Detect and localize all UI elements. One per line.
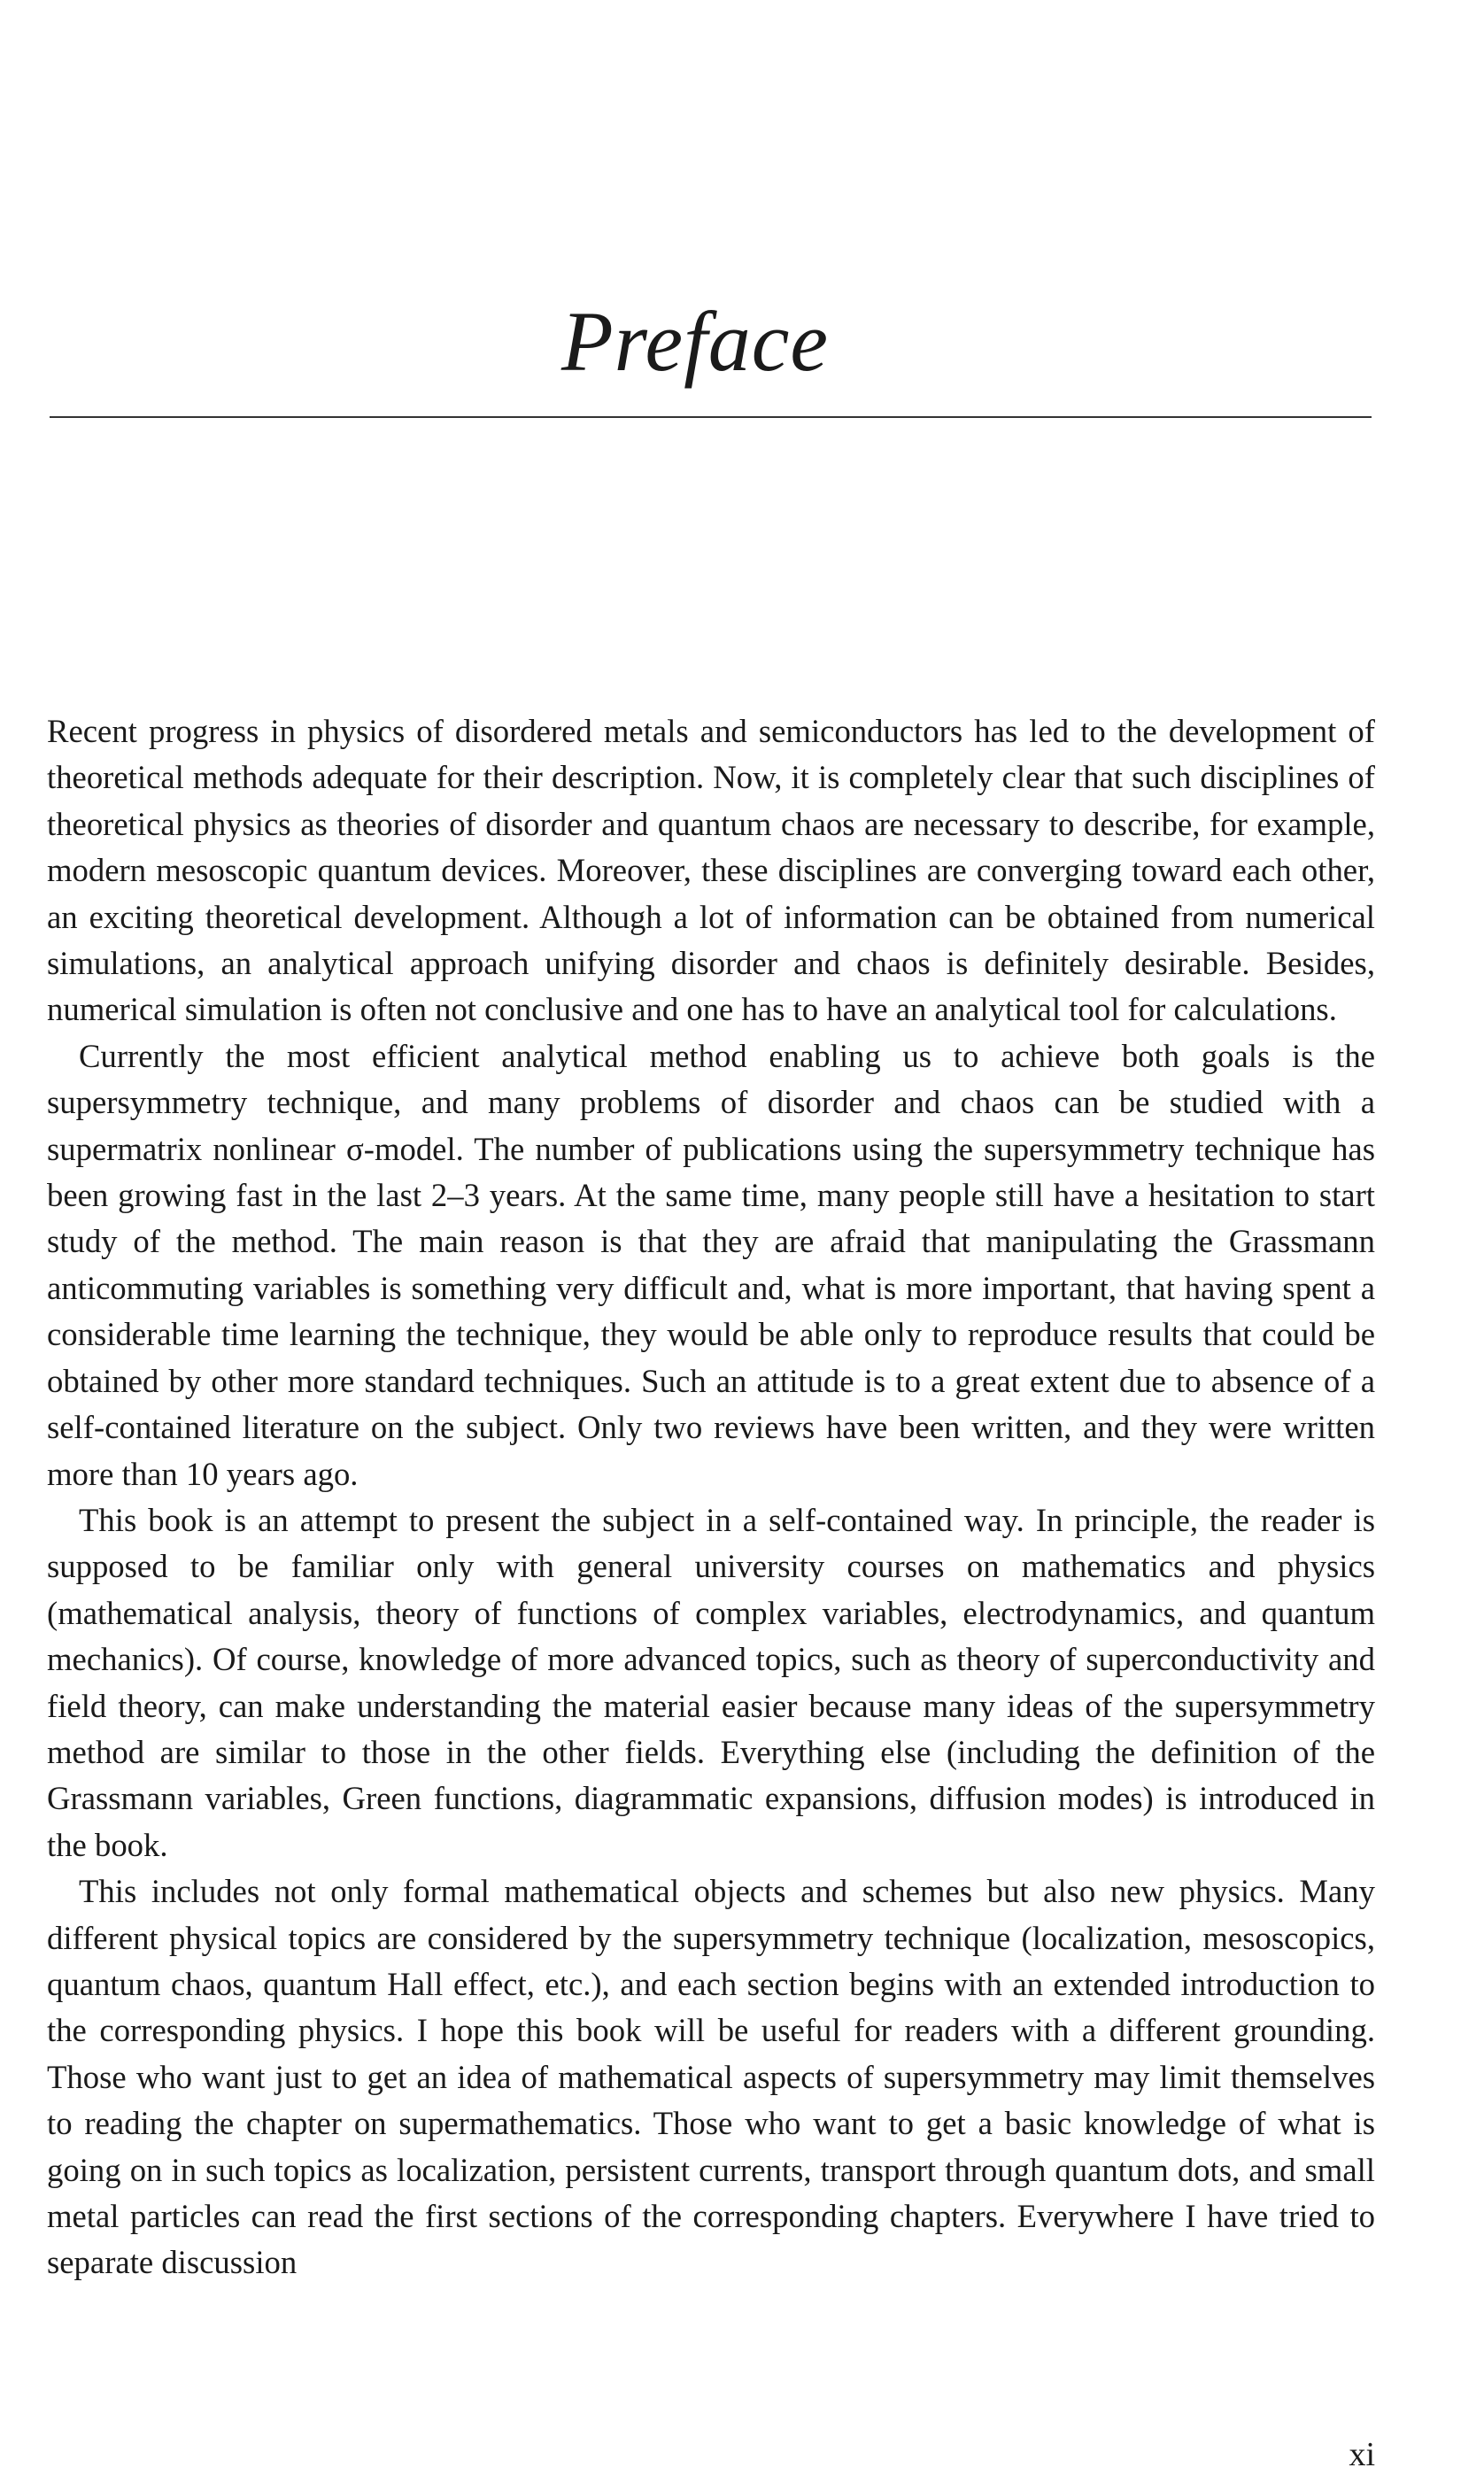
page-number: xi (1349, 2436, 1375, 2473)
paragraph: Currently the most efficient analytical method enabling us to achieve both goals is the supersymmetry technique, and many problems of disorder and chaos can be studied with a supermatrix nonlinear σ-model. The number of publications using the supersymmetry technique has been growing fast in the last 2–3 years. At the same time, many people still have a hesitation to start study of the method. The main reason is that they are afraid that manipulating the Grassmann anticommuting variables is something very difficult and, what is more important, that having spent a considerable time learning the technique, they would be able only to reproduce results that could be obtained by other more standard techniques. Such an attitude is to a great extent due to absence of a self-contained literature on the subject. Only two reviews have been written, and they were written more than 10 years ago. (47, 1037, 1375, 1492)
chapter-title: Preface (561, 294, 829, 389)
paragraph: This book is an attempt to present the subject in a self-contained way. In principle, the reader is supposed to be familiar only with general university courses on mathematics and physics (mathematical analysis, theory of functions of complex variables, electrodynamics, and quantum mechanics). Of course, knowledge of more advanced topics, such as theory of superconductivity and field theory, can make understanding the material easier because many ideas of the supersymmetry method are similar to those in the other fields. Everything else (including the definition of the Grassmann variables, Green functions, diagrammatic expansions, diffusion modes) is introduced in the book. (47, 1501, 1375, 1863)
title-rule (50, 416, 1372, 418)
paragraph: Recent progress in physics of disordered metals and semiconductors has led to the development of theoretical methods adequate for their description. Now, it is completely clear that such disciplines of theoretical physics as theories of disorder and quantum chaos are necessary to describe, for example, modern mesoscopic quantum devices. Moreover, these disciplines are converging toward each other, an exciting theoretical development. Although a lot of information can be obtained from numerical simulations, an analytical approach unifying disorder and chaos is definitely desirable. Besides, numerical simulation is often not conclusive and one has to have an analytical tool for calculations. (47, 713, 1375, 1028)
paragraph: This includes not only formal mathematical objects and schemes but also new physics. Many different physical topics are considered by the supersymmetry technique (localization, mesoscopics, quantum chaos, quantum Hall effect, etc.), and each section begins with an extended introduction to the corresponding physics. I hope this book will be useful for readers with a different grounding. Those who want just to get an idea of mathematical aspects of supersymmetry may limit themselves to reading the chapter on supermathematics. Those who want to get a basic knowledge of what is going on in such topics as localization, persistent currents, transport through quantum dots, and small metal particles can read the first sections of the corresponding chapters. Everywhere I have tried to separate discussion (47, 1873, 1375, 2281)
preface-body (47, 708, 1375, 2286)
